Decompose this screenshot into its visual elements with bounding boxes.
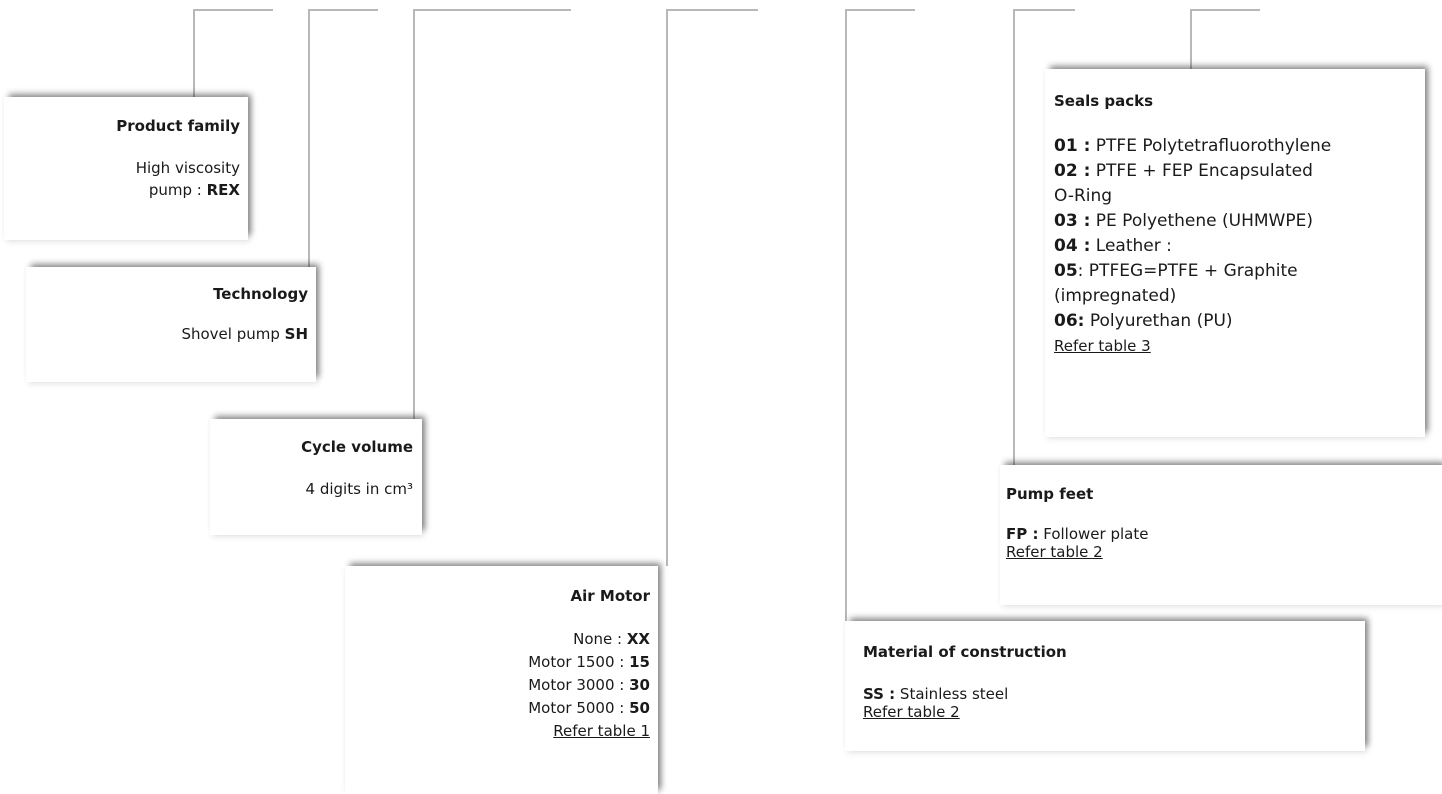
product-family-box <box>4 97 248 240</box>
air-motor-option: None : XX <box>573 630 650 648</box>
cycle-volume-desc: 4 digits in cm³ <box>305 480 413 498</box>
pump-feet-title: Pump feet <box>1006 485 1094 503</box>
air-motor-option: Motor 3000 : 30 <box>528 676 650 694</box>
seals-packs-title: Seals packs <box>1054 92 1154 110</box>
seals-packs-box <box>1045 69 1425 437</box>
material-title: Material of construction <box>863 643 1067 661</box>
seals-item: 04 : Leather : <box>1054 236 1172 256</box>
technology-box <box>26 267 316 382</box>
seals-item: 06: Polyurethan (PU) <box>1054 311 1233 331</box>
pump-feet-line: FP : Follower plate <box>1006 525 1149 543</box>
cycle-volume-title: Cycle volume <box>301 438 413 456</box>
seals-item: 02 : PTFE + FEP Encapsulated <box>1054 161 1313 181</box>
seals-item: 01 : PTFE Polytetrafluorothylene <box>1054 136 1332 156</box>
seals-item: O-Ring <box>1054 186 1113 206</box>
air-motor-title: Air Motor <box>570 587 650 605</box>
product-family-title: Product family <box>116 117 240 135</box>
product-family-line2: pump : REX <box>148 181 240 199</box>
air-motor-option: Motor 5000 : 50 <box>528 699 650 717</box>
pump-feet-box <box>1000 465 1442 605</box>
material-ref-link[interactable]: Refer table 2 <box>863 703 960 721</box>
technology-line: Shovel pump SH <box>181 325 308 343</box>
technology-code: SH <box>284 325 308 343</box>
material-line: SS : Stainless steel <box>863 685 1009 703</box>
seals-item: 03 : PE Polyethene (UHMWPE) <box>1054 211 1313 231</box>
cycle-volume-box <box>210 419 422 535</box>
air-motor-box <box>345 566 658 794</box>
technology-title: Technology <box>213 285 308 303</box>
seals-ref-link[interactable]: Refer table 3 <box>1054 337 1151 355</box>
pump-feet-ref-link[interactable]: Refer table 2 <box>1006 543 1103 561</box>
air-motor-ref-link[interactable]: Refer table 1 <box>553 722 650 740</box>
seals-item: (impregnated) <box>1054 286 1177 306</box>
product-family-code: REX <box>206 181 240 199</box>
product-family-line1: High viscosity <box>135 159 240 177</box>
material-box <box>845 621 1365 751</box>
air-motor-option: Motor 1500 : 15 <box>528 653 650 671</box>
seals-item: 05: PTFEG=PTFE + Graphite <box>1054 261 1298 281</box>
